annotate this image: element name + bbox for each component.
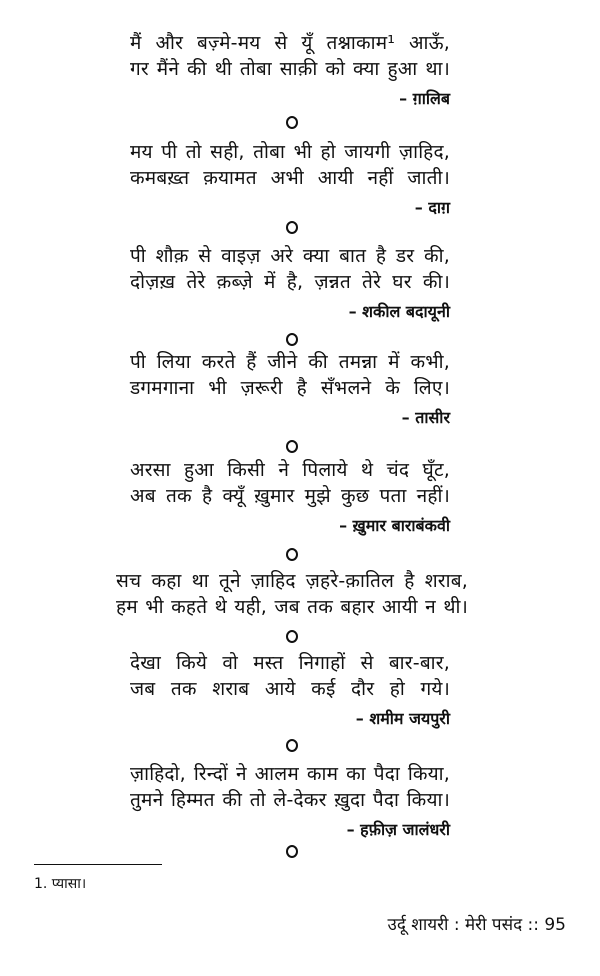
poet-name: – ख़ुमार बाराबंकवी bbox=[339, 516, 450, 535]
poet-name: – शमीम जयपुरी bbox=[355, 709, 450, 728]
couplet-line: डगमगाना भी ज़रूरी है सँभलने के लिए। bbox=[130, 377, 450, 399]
couplet-line: देखा किये वो मस्त निगाहों से बार-बार, bbox=[130, 652, 450, 674]
footnote-rule bbox=[34, 864, 162, 865]
couplet-khumar-barabankvi bbox=[130, 457, 450, 539]
poet-name: – तासीर bbox=[401, 408, 450, 427]
couplet-line: दोज़ख़ तेरे क़ब्ज़े में है, ज़न्नत तेरे घर की। bbox=[130, 271, 450, 293]
poet-name: – शकील बदायूनी bbox=[348, 302, 450, 321]
separator-circle bbox=[286, 221, 298, 234]
couplet-unattributed bbox=[116, 568, 468, 620]
footnote: 1. प्यासा। bbox=[34, 876, 87, 892]
couplet-taseer bbox=[130, 349, 450, 431]
couplet-line: अब तक है क्यूँ ख़ुमार मुझे कुछ पता नहीं। bbox=[130, 485, 450, 507]
poet-name: – दाग़ bbox=[414, 198, 450, 217]
couplet-daagh bbox=[130, 139, 450, 221]
couplet-line: सच कहा था तूने ज़ाहिद ज़हरे-क़ातिल है शराब, bbox=[116, 570, 468, 592]
separator-circle bbox=[286, 440, 298, 453]
poet-name: – ग़ालिब bbox=[399, 89, 450, 108]
couplet-line: जब तक शराब आये कई दौर हो गये। bbox=[130, 678, 450, 700]
couplet-shamim-jaipuri bbox=[130, 650, 450, 732]
separator-circle bbox=[286, 116, 298, 129]
couplet-line: ज़ाहिदो, रिन्दों ने आलम काम का पैदा किया, bbox=[130, 763, 450, 785]
couplet-line: पी शौक़ से वाइज़ अरे क्या बात है डर की, bbox=[130, 245, 450, 267]
couplet-line: अरसा हुआ किसी ने पिलाये थे चंद घूँट, bbox=[130, 459, 450, 481]
couplet-line: मय पी तो सही, तोबा भी हो जायगी ज़ाहिद, bbox=[130, 141, 450, 163]
running-footer: उर्दू शायरी : मेरी पसंद :: 95 bbox=[387, 915, 566, 935]
couplet-hafeez-jalandhari bbox=[130, 761, 450, 843]
couplet-line: मैं और बज़्मे-मय से यूँ तश्नाकाम¹ आऊँ, bbox=[130, 32, 450, 54]
separator-circle bbox=[286, 845, 298, 858]
poet-name: – हफ़ीज़ जालंधरी bbox=[346, 820, 450, 839]
separator-circle bbox=[286, 630, 298, 643]
couplet-line: कमबख़्त क़यामत अभी आयी नहीं जाती। bbox=[130, 167, 450, 189]
couplet-line: पी लिया करते हैं जीने की तमन्ना में कभी, bbox=[130, 351, 450, 373]
couplet-line: तुमने हिम्मत की तो ले-देकर ख़ुदा पैदा किया। bbox=[130, 789, 450, 811]
couplet-ghalib bbox=[130, 30, 450, 112]
couplet-line: हम भी कहते थे यही, जब तक बहार आयी न थी। bbox=[116, 596, 468, 618]
separator-circle bbox=[286, 333, 298, 346]
separator-circle bbox=[286, 548, 298, 561]
couplet-line: गर मैंने की थी तोबा साक़ी को क्या हुआ था। bbox=[130, 58, 450, 80]
separator-circle bbox=[286, 739, 298, 752]
couplet-shakeel-badayuni bbox=[130, 243, 450, 325]
